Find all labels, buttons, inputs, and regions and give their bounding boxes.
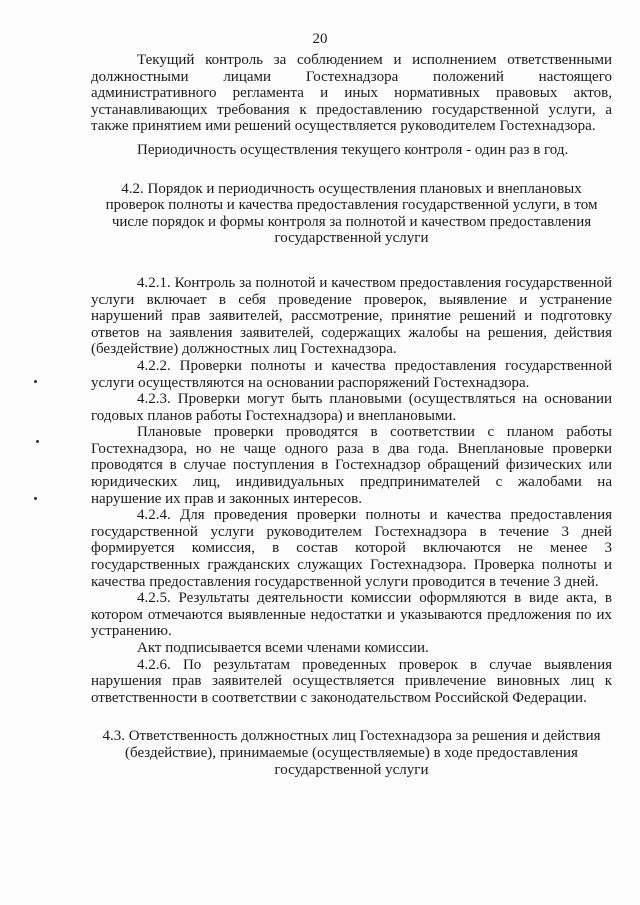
scan-speck: [36, 440, 39, 443]
paragraph-4-2-2: 4.2.2. Проверки полноты и качества предоставления государственной услуги осуществляются на основании распоряжений Гостехнадзора.: [91, 357, 612, 391]
paragraph-4-2-6: 4.2.6. По результатам проведенных проверок в случае выявления нарушения прав заявителей осуществляется привлечение виновных лиц к ответственности в соответствии с законодательством Российской Федерации.: [91, 656, 612, 706]
paragraph-act-signing: Акт подписывается всеми членами комиссии.: [137, 640, 429, 656]
document-body: [91, 52, 612, 778]
paragraph-control-frequency: Периодичность осуществления текущего контроля - один раз в год.: [137, 141, 569, 158]
scan-speck: [34, 380, 37, 383]
paragraph-4-2-4: 4.2.4. Для проведения проверки полноты и качества предоставления государственной услуги руководителем Гостехнадзора в течение 3 дней формируется комиссия, в состав которой включаются не менее 3 государственных гражданских служащих Гостехнадзора. Проверка полноты и качества предоставления государственной услуги проводится в течение 3 дней.: [91, 507, 612, 590]
paragraph-current-control: Текущий контроль за соблюдением и исполнением ответственными должностными лицами Гостехнадзора положений настоящего административного регламента и иных нормативных правовых актов, устанавливающих требования к предоставлению государственной услуги, а также принятием ими решений осуществляется руководителем Гостехнадзора.: [91, 52, 612, 135]
paragraph-4-2-1: 4.2.1. Контроль за полнотой и качеством предоставления государственной услуги включает в себя проведение проверок, выявление и устранение нарушений прав заявителей, рассмотрение, принятие решений и подготовку ответов на заявления заявителей, содержащих жалобы на решения, действия (бездействие) должностных лиц Гостехнадзора.: [91, 274, 612, 358]
paragraph-planned-checks: Плановые проверки проводятся в соответствии с планом работы Гостехнадзора, но не чаще одного раза в два года. Внеплановые проверки проводятся в случае поступления в Гостехнадзор обращений физических или юридических лиц, индивидуальных предпринимателей с жалобами на нарушение их прав и законных интересов.: [91, 424, 612, 507]
section-heading-4-2: 4.2. Порядок и периодичность осуществления плановых и внеплановых проверок полноты и качества предоставления государственной услуги, в том числе порядок и формы контроля за полнотой и качеством предоставления государственной услуги: [105, 180, 598, 247]
page-number: 20: [312, 31, 328, 47]
paragraph-4-2-5: 4.2.5. Результаты деятельности комиссии оформляются в виде акта, в котором отмечаются выявленные недостатки и указываются предложения по их устранению.: [91, 590, 612, 640]
paragraph-4-2-3: 4.2.3. Проверки могут быть плановыми (осуществляться на основании годовых планов работы Гостехнадзора) и внеплановыми.: [91, 391, 612, 424]
section-heading-4-3: 4.3. Ответственность должностных лиц Гостехнадзора за решения и действия (бездействие), принимаемые (осуществляемые) в ходе предоставления государственной услуги: [102, 728, 601, 778]
scan-speck: [34, 497, 37, 500]
